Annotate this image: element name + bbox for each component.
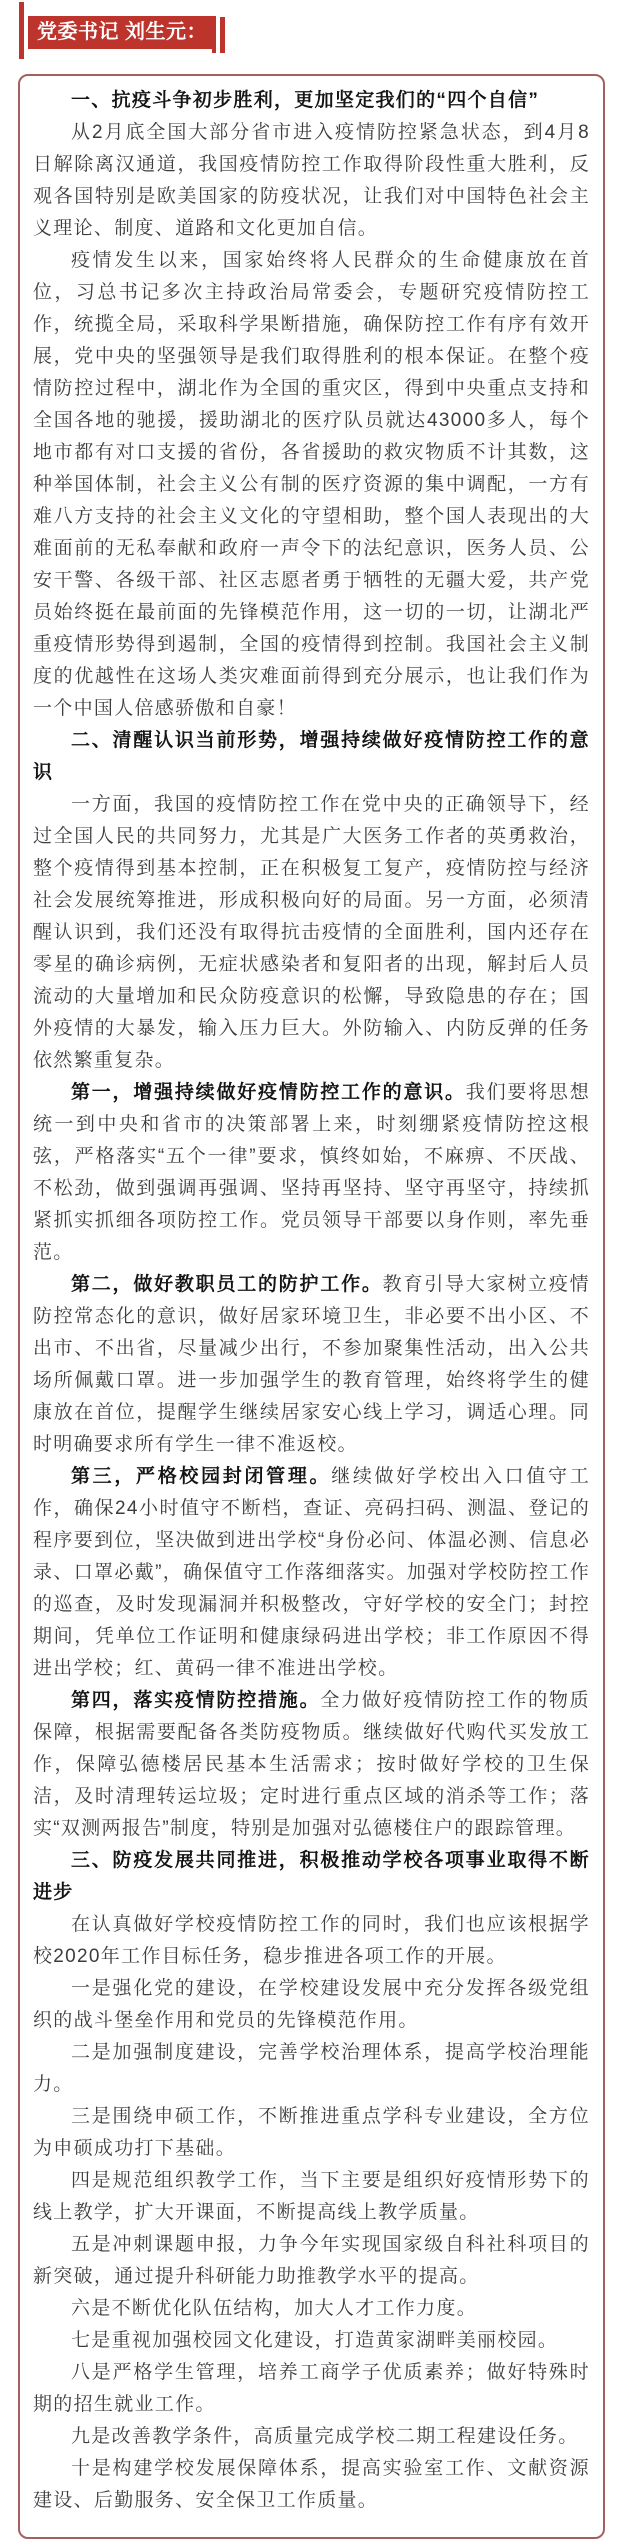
paragraph-text: 九是改善教学条件，高质量完成学校二期工程建设任务。 — [71, 2426, 579, 2447]
paragraph — [33, 2453, 590, 2517]
paragraph — [33, 245, 590, 725]
paragraph-text: 二是加强制度建设，完善学校治理体系，提高学校治理能力。 — [33, 2042, 590, 2095]
paragraph-text: 三是围绕申硕工作，不断推进重点学科专业建设，全方位为申硕成功打下基础。 — [33, 2106, 590, 2159]
paragraph — [33, 2293, 590, 2325]
section-heading-3: 三、防疫发展共同推进，积极推动学校各项事业取得不断进步 — [33, 1850, 590, 1903]
paragraph-lead: 第四，落实疫情防控措施。 — [71, 1690, 321, 1711]
paragraph-text: 一是强化党的建设，在学校建设发展中充分发挥各级党组织的战斗堡垒作用和党员的先锋模范作用。 — [33, 1978, 590, 2031]
paragraph — [33, 2165, 590, 2229]
paragraph-text: 四是规范组织教学工作，当下主要是组织好疫情形势下的线上教学，扩大开课面，不断提高线上教学质量。 — [33, 2170, 590, 2223]
paragraph — [33, 2421, 590, 2453]
paragraph-text: 继续做好学校出入口值守工作，确保24小时值守不断档，查证、亮码扫码、测温、登记的程序要到位，坚决做到进出学校“身份必问、体温必测、信息必录、口罩必戴”，确保值守工作落细落实。加强对学校防控工作的巡查，及时发现漏洞并积极整改，守好学校的安全门；封控期间，凭单位工作证明和健康绿码进出学校；非工作原因不得进出学校；红、黄码一律不准进出学校。 — [33, 1466, 590, 1679]
paragraph — [33, 789, 590, 1077]
paragraph — [33, 1909, 590, 1973]
paragraph — [33, 2325, 590, 2357]
paragraph — [33, 117, 590, 245]
paragraph-lead: 第二，做好教职员工的防护工作。 — [71, 1274, 383, 1295]
paragraph-text: 全力做好疫情防控工作的物质保障，根据需要配备各类防疫物质。继续做好代购代买发放工作，保障弘德楼居民基本生活需求；按时做好学校的卫生保洁，及时清理转运垃圾；定时进行重点区域的消杀等工作；落实“双测两报告”制度，特别是加强对弘德楼住户的跟踪管理。 — [33, 1690, 590, 1839]
left-accent-bar-icon — [19, 2, 24, 59]
author-badge — [28, 16, 216, 49]
double-vertical-bars-icon — [212, 17, 225, 53]
paragraph-text: 十是构建学校发展保障体系，提高实验室工作、文献资源建设、后勤服务、安全保卫工作质量。 — [33, 2458, 590, 2511]
paragraph — [33, 2357, 590, 2421]
article-content-box — [18, 74, 605, 2539]
paragraph-text: 一方面，我国的疫情防控工作在党中央的正确领导下，经过全国人民的共同努力，尤其是广大医务工作者的英勇救治，整个疫情得到基本控制，正在积极复工复产，疫情防控与经济社会发展统筹推进，形成积极向好的局面。另一方面，必须清醒认识到，我们还没有取得抗击疫情的全面胜利，国内还存在零星的确诊病例，无症状感染者和复阳者的出现，解封后人员流动的大量增加和民众防疫意识的松懈，导致隐患的存在；国外疫情的大暴发，输入压力巨大。外防输入、内防反弹的任务依然繁重复杂。 — [33, 794, 590, 1071]
vertical-bar-icon — [220, 17, 225, 53]
vertical-bar-icon — [212, 17, 216, 53]
section-heading-2: 二、清醒认识当前形势，增强持续做好疫情防控工作的意识 — [33, 730, 590, 783]
paragraph-text: 五是冲刺课题申报，力争今年实现国家级自科社科项目的新突破，通过提升科研能力助推教学水平的提高。 — [33, 2234, 590, 2287]
paragraph-text: 八是严格学生管理，培养工商学子优质素养；做好特殊时期的招生就业工作。 — [33, 2362, 590, 2415]
paragraph-text: 教育引导大家树立疫情防控常态化的意识，做好居家环境卫生，非必要不出小区、不出市、不出省，尽量减少出行，不参加聚集性活动，出入公共场所佩戴口罩。进一步加强学生的教育管理，始终将学生的健康放在首位，提醒学生继续居家安心线上学习，调适心理。同时明确要求所有学生一律不准返校。 — [33, 1274, 590, 1455]
paragraph — [33, 2229, 590, 2293]
paragraph-text: 从2月底全国大部分省市进入疫情防控紧急状态，到4月8日解除离汉通道，我国疫情防控工作取得阶段性重大胜利，反观各国特别是欧美国家的防疫状况，让我们对中国特色社会主义理论、制度、道路和文化更加自信。 — [33, 122, 590, 239]
article-header — [0, 0, 623, 74]
section-heading-1: 一、抗疫斗争初步胜利，更加坚定我们的“四个自信” — [71, 90, 540, 111]
paragraph — [33, 2101, 590, 2165]
paragraph-text: 七是重视加强校园文化建设，打造黄家湖畔美丽校园。 — [71, 2330, 559, 2351]
paragraph-text: 在认真做好学校疫情防控工作的同时，我们也应该根据学校2020年工作目标任务，稳步推进各项工作的开展。 — [33, 1914, 590, 1967]
paragraph-lead: 第一，增强持续做好疫情防控工作的意识。 — [71, 1082, 466, 1103]
paragraph — [33, 1461, 590, 1685]
paragraph-text: 六是不断优化队伍结构，加大人才工作力度。 — [71, 2298, 478, 2319]
paragraph — [33, 1077, 590, 1269]
paragraph-text: 疫情发生以来，国家始终将人民群众的生命健康放在首位，习总书记多次主持政治局常委会，专题研究疫情防控工作，统揽全局，采取科学果断措施，确保防控工作有序有效开展，党中央的坚强领导是我们取得胜利的根本保证。在整个疫情防控过程中，湖北作为全国的重灾区，得到中央重点支持和全国各地的驰援，援助湖北的医疗队员就达43000多人，每个地市都有对口支援的省份，各省援助的救灾物质不计其数，这种举国体制，社会主义公有制的医疗资源的集中调配，一方有难八方支持的社会主义文化的守望相助，整个国人表现出的大难面前的无私奉献和政府一声令下的法纪意识，医务人员、公安干警、各级干部、社区志愿者勇于牺牲的无疆大爱，共产党员始终挺在最前面的先锋模范作用，这一切的一切，让湖北严重疫情形势得到遏制，全国的疫情得到控制。我国社会主义制度的优越性在这场人类灾难面前得到充分展示，也让我们作为一个中国人倍感骄傲和自豪！ — [33, 250, 590, 719]
paragraph — [33, 2037, 590, 2101]
paragraph — [33, 1269, 590, 1461]
paragraph — [33, 1973, 590, 2037]
paragraph-text: 我们要将思想统一到中央和省市的决策部署上来，时刻绷紧疫情防控这根弦，严格落实“五个一律”要求，慎终如始，不麻痹、不厌战、不松劲，做到强调再强调、坚持再坚持、坚守再坚守，持续抓紧抓实抓细各项防控工作。党员领导干部要以身作则，率先垂范。 — [33, 1082, 590, 1263]
paragraph-lead: 第三，严格校园封闭管理。 — [71, 1466, 332, 1487]
author-badge-label: 党委书记 刘生元： — [37, 21, 208, 43]
paragraph — [33, 1685, 590, 1845]
